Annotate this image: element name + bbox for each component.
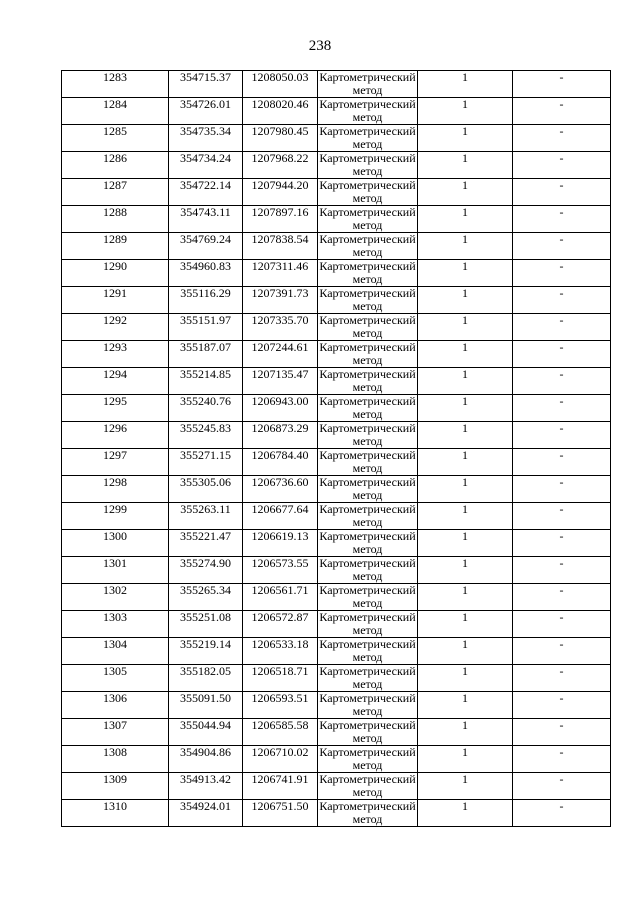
point-number-cell: 1285 [62,125,169,152]
method-cell: Картометрический метод [319,610,416,637]
point-number-cell: 1284 [62,98,169,125]
y-coordinate-cell: 1206710.02 [243,746,318,773]
y-coordinate-cell: 1206873.29 [243,422,318,449]
method-cell: Картометрический метод [319,232,416,259]
point-number-cell: 1310 [62,800,169,827]
table-row [62,152,611,179]
y-coordinate-cell: 1206561.71 [243,584,318,611]
count-cell: 1 [418,422,513,449]
method-cell: Картометрический метод [319,97,416,124]
x-coordinate-cell: 355274.90 [169,557,243,584]
method-cell: Картометрический метод [319,691,416,718]
method-cell: Картометрический метод [319,529,416,556]
coordinates-table-body [62,71,611,827]
table-row [62,476,611,503]
point-number-cell: 1302 [62,584,169,611]
x-coordinate-cell: 355265.34 [169,584,243,611]
count-cell: 1 [418,125,513,152]
x-coordinate-cell: 355271.15 [169,449,243,476]
x-coordinate-cell: 354735.34 [169,125,243,152]
point-number-cell: 1290 [62,260,169,287]
y-coordinate-cell: 1206736.60 [243,476,318,503]
note-cell: - [513,287,611,314]
method-cell: Картометрический метод [319,340,416,367]
note-cell: - [513,71,611,98]
x-coordinate-cell: 355044.94 [169,719,243,746]
table-row [62,179,611,206]
table-row [62,503,611,530]
point-number-cell: 1300 [62,530,169,557]
count-cell: 1 [418,314,513,341]
note-cell: - [513,152,611,179]
table-row [62,611,611,638]
point-number-cell: 1308 [62,746,169,773]
count-cell: 1 [418,341,513,368]
x-coordinate-cell: 354960.83 [169,260,243,287]
x-coordinate-cell: 355116.29 [169,287,243,314]
x-coordinate-cell: 355251.08 [169,611,243,638]
method-cell: Картометрический метод [319,556,416,583]
note-cell: - [513,125,611,152]
point-number-cell: 1297 [62,449,169,476]
y-coordinate-cell: 1206619.13 [243,530,318,557]
count-cell: 1 [418,557,513,584]
method-cell: Картометрический метод [319,745,416,772]
point-number-cell: 1306 [62,692,169,719]
y-coordinate-cell: 1207980.45 [243,125,318,152]
count-cell: 1 [418,152,513,179]
note-cell: - [513,638,611,665]
y-coordinate-cell: 1206533.18 [243,638,318,665]
method-cell: Картометрический метод [319,124,416,151]
note-cell: - [513,449,611,476]
point-number-cell: 1287 [62,179,169,206]
point-number-cell: 1283 [62,71,169,98]
note-cell: - [513,611,611,638]
count-cell: 1 [418,98,513,125]
count-cell: 1 [418,584,513,611]
y-coordinate-cell: 1206573.55 [243,557,318,584]
note-cell: - [513,665,611,692]
y-coordinate-cell: 1207838.54 [243,233,318,260]
note-cell: - [513,260,611,287]
count-cell: 1 [418,611,513,638]
count-cell: 1 [418,692,513,719]
point-number-cell: 1304 [62,638,169,665]
count-cell: 1 [418,395,513,422]
method-cell: Картометрический метод [319,421,416,448]
y-coordinate-cell: 1207135.47 [243,368,318,395]
x-coordinate-cell: 355245.83 [169,422,243,449]
table-row [62,746,611,773]
method-cell: Картометрический метод [319,70,416,97]
y-coordinate-cell: 1207335.70 [243,314,318,341]
point-number-cell: 1307 [62,719,169,746]
method-cell: Картометрический метод [319,502,416,529]
table-row [62,125,611,152]
point-number-cell: 1286 [62,152,169,179]
table-row [62,341,611,368]
method-cell: Картометрический метод [319,475,416,502]
table-row [62,530,611,557]
count-cell: 1 [418,71,513,98]
y-coordinate-cell: 1207897.16 [243,206,318,233]
method-cell: Картометрический метод [319,205,416,232]
point-number-cell: 1299 [62,503,169,530]
note-cell: - [513,179,611,206]
point-number-cell: 1288 [62,206,169,233]
table-row [62,773,611,800]
method-cell: Картометрический метод [319,151,416,178]
y-coordinate-cell: 1207968.22 [243,152,318,179]
note-cell: - [513,719,611,746]
table-row [62,449,611,476]
point-number-cell: 1298 [62,476,169,503]
y-coordinate-cell: 1208050.03 [243,71,318,98]
table-row [62,206,611,233]
x-coordinate-cell: 355305.06 [169,476,243,503]
note-cell: - [513,395,611,422]
x-coordinate-cell: 355151.97 [169,314,243,341]
table-row [62,233,611,260]
x-coordinate-cell: 354743.11 [169,206,243,233]
count-cell: 1 [418,287,513,314]
coordinates-table [61,70,611,827]
point-number-cell: 1305 [62,665,169,692]
note-cell: - [513,98,611,125]
point-number-cell: 1301 [62,557,169,584]
note-cell: - [513,314,611,341]
note-cell: - [513,503,611,530]
x-coordinate-cell: 355219.14 [169,638,243,665]
count-cell: 1 [418,368,513,395]
point-number-cell: 1292 [62,314,169,341]
y-coordinate-cell: 1208020.46 [243,98,318,125]
note-cell: - [513,206,611,233]
method-cell: Картометрический метод [319,448,416,475]
y-coordinate-cell: 1207391.73 [243,287,318,314]
method-cell: Картометрический метод [319,313,416,340]
method-cell: Картометрический метод [319,718,416,745]
x-coordinate-cell: 354913.42 [169,773,243,800]
x-coordinate-cell: 354734.24 [169,152,243,179]
note-cell: - [513,476,611,503]
y-coordinate-cell: 1206572.87 [243,611,318,638]
x-coordinate-cell: 355091.50 [169,692,243,719]
y-coordinate-cell: 1207311.46 [243,260,318,287]
count-cell: 1 [418,746,513,773]
note-cell: - [513,800,611,827]
note-cell: - [513,233,611,260]
note-cell: - [513,422,611,449]
x-coordinate-cell: 354924.01 [169,800,243,827]
point-number-cell: 1296 [62,422,169,449]
x-coordinate-cell: 355187.07 [169,341,243,368]
table-row [62,260,611,287]
y-coordinate-cell: 1206943.00 [243,395,318,422]
method-cell: Картометрический метод [319,259,416,286]
x-coordinate-cell: 354715.37 [169,71,243,98]
table-row [62,800,611,827]
y-coordinate-cell: 1206741.91 [243,773,318,800]
note-cell: - [513,584,611,611]
x-coordinate-cell: 355214.85 [169,368,243,395]
table-row [62,287,611,314]
note-cell: - [513,557,611,584]
count-cell: 1 [418,449,513,476]
table-row [62,584,611,611]
point-number-cell: 1289 [62,233,169,260]
method-cell: Картометрический метод [319,583,416,610]
note-cell: - [513,341,611,368]
point-number-cell: 1293 [62,341,169,368]
count-cell: 1 [418,206,513,233]
count-cell: 1 [418,638,513,665]
method-cell: Картометрический метод [319,637,416,664]
table-row [62,368,611,395]
point-number-cell: 1309 [62,773,169,800]
x-coordinate-cell: 355240.76 [169,395,243,422]
y-coordinate-cell: 1207244.61 [243,341,318,368]
method-cell: Картометрический метод [319,286,416,313]
y-coordinate-cell: 1206518.71 [243,665,318,692]
table-row [62,395,611,422]
table-row [62,665,611,692]
y-coordinate-cell: 1206585.58 [243,719,318,746]
y-coordinate-cell: 1207944.20 [243,179,318,206]
count-cell: 1 [418,503,513,530]
count-cell: 1 [418,233,513,260]
method-cell: Картометрический метод [319,664,416,691]
note-cell: - [513,746,611,773]
method-cell: Картометрический метод [319,772,416,799]
note-cell: - [513,530,611,557]
table-row [62,422,611,449]
point-number-cell: 1291 [62,287,169,314]
page-number: 238 [308,38,332,54]
count-cell: 1 [418,800,513,827]
y-coordinate-cell: 1206751.50 [243,800,318,827]
note-cell: - [513,368,611,395]
x-coordinate-cell: 354769.24 [169,233,243,260]
point-number-cell: 1294 [62,368,169,395]
table-row [62,557,611,584]
y-coordinate-cell: 1206784.40 [243,449,318,476]
table-row [62,719,611,746]
table-row [62,71,611,98]
count-cell: 1 [418,773,513,800]
x-coordinate-cell: 355182.05 [169,665,243,692]
count-cell: 1 [418,179,513,206]
point-number-cell: 1303 [62,611,169,638]
point-number-cell: 1295 [62,395,169,422]
count-cell: 1 [418,665,513,692]
count-cell: 1 [418,719,513,746]
method-cell: Картометрический метод [319,367,416,394]
count-cell: 1 [418,260,513,287]
x-coordinate-cell: 354722.14 [169,179,243,206]
note-cell: - [513,773,611,800]
count-cell: 1 [418,530,513,557]
method-cell: Картометрический метод [319,394,416,421]
x-coordinate-cell: 354726.01 [169,98,243,125]
method-cell: Картометрический метод [319,178,416,205]
table-row [62,692,611,719]
method-cell: Картометрический метод [319,799,416,826]
note-cell: - [513,692,611,719]
table-row [62,314,611,341]
y-coordinate-cell: 1206677.64 [243,503,318,530]
table-row [62,638,611,665]
y-coordinate-cell: 1206593.51 [243,692,318,719]
table-row [62,98,611,125]
x-coordinate-cell: 355221.47 [169,530,243,557]
x-coordinate-cell: 355263.11 [169,503,243,530]
x-coordinate-cell: 354904.86 [169,746,243,773]
count-cell: 1 [418,476,513,503]
